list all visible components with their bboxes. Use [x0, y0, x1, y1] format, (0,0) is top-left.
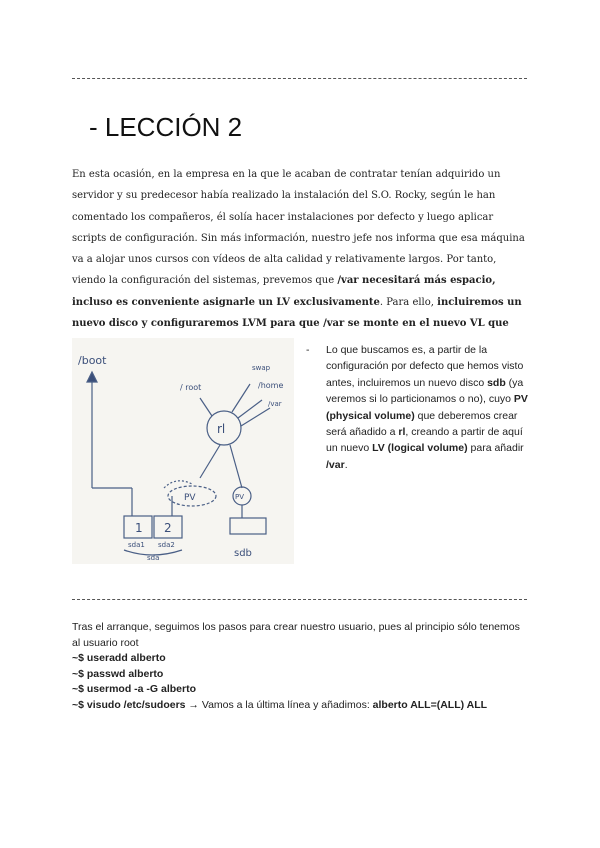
- user-setup-intro: Tras el arranque, seguimos los pasos para crear nuestro usuario, pues al principio sólo tenemos al usuario root: [72, 621, 520, 649]
- lvm-explanation-bullet: [306, 342, 528, 473]
- spoke-var: [241, 408, 270, 426]
- rl-to-pv2: [230, 445, 242, 488]
- label-sdb: sdb: [234, 548, 252, 559]
- label-part2: 2: [164, 521, 172, 535]
- label-swap: swap: [252, 364, 271, 372]
- bullet-text: Lo que buscamos es, a partir de la configuración por defecto que hemos visto antes, incluiremos un nuevo disco sdb (ya veremos si lo particionamos o no), cuyo PV (physical volume) que deberemos crear será añadido a rl, creando a partir de aquí un nuevo LV (logical volume) para añadir /var.: [326, 344, 528, 471]
- label-boot: /boot: [78, 354, 107, 367]
- label-sda2: sda2: [158, 541, 175, 549]
- boot-arrowhead: [87, 372, 97, 382]
- user-setup-section: [72, 620, 528, 713]
- command-visudo: ~$ visudo /etc/sudoers → Vamos a la última línea y añadimos: alberto ALL=(ALL) ALL: [72, 698, 488, 711]
- bullet-dash: -: [306, 344, 310, 356]
- rl-to-pv1: [200, 445, 220, 478]
- spoke-home: [232, 384, 250, 412]
- label-pv1: PV: [184, 493, 196, 503]
- sudoers-line: alberto ALL=(ALL) ALL: [372, 698, 488, 711]
- intro-bold-2: incluiremos un nuevo disco y configuraremos LVM para que /var se monte en el nuevo VL que: [72, 296, 522, 330]
- label-pv2: PV: [235, 493, 245, 501]
- command-useradd: ~$ useradd alberto: [72, 652, 166, 664]
- label-var: /var: [268, 400, 282, 408]
- label-root: / root: [180, 383, 202, 392]
- command-usermod: ~$ usermod -a -G alberto: [72, 683, 196, 695]
- label-sda: sda: [147, 554, 160, 562]
- lvm-diagram: [72, 338, 294, 564]
- pv1-arc: [164, 481, 192, 488]
- spoke-root: [200, 398, 212, 416]
- middle-divider: [72, 599, 527, 600]
- label-part1: 1: [135, 521, 143, 535]
- top-divider: [72, 78, 527, 79]
- lvm-sketch-photo: [72, 338, 294, 564]
- intro-bold-1: /var necesitará más espacio, incluso es conveniente asignarle un LV exclusivamente: [72, 275, 496, 308]
- label-rl: rl: [217, 422, 226, 436]
- page-title: - LECCIÓN 2: [89, 112, 243, 142]
- label-sda1: sda1: [128, 541, 145, 549]
- sdb-disk: [230, 518, 266, 534]
- intro-paragraph: En esta ocasión, en la empresa en la que le acaban de contratar tenían adquirido un servidor y su predecesor había realizado la instalación del S.O. Rocky, según le han comentado los compañeros, él solía hacer instalaciones por defecto y luego aplicar scripts de configuración. Sin más información, nuestro jefe nos informa que esa máquina va a alojar unos cursos con vídeos de alta calidad y relativamente largos. Por tanto, viendo la configuración del sistemas, prevemos que /var necesitará más espacio, incluso es conveniente asignarle un LV exclusivamente. Para ello, incluiremos un nuevo disco y configuraremos LVM para que /var se monte en el nuevo VL que: [72, 164, 528, 356]
- label-home: /home: [258, 381, 284, 390]
- command-passwd: ~$ passwd alberto: [72, 667, 164, 680]
